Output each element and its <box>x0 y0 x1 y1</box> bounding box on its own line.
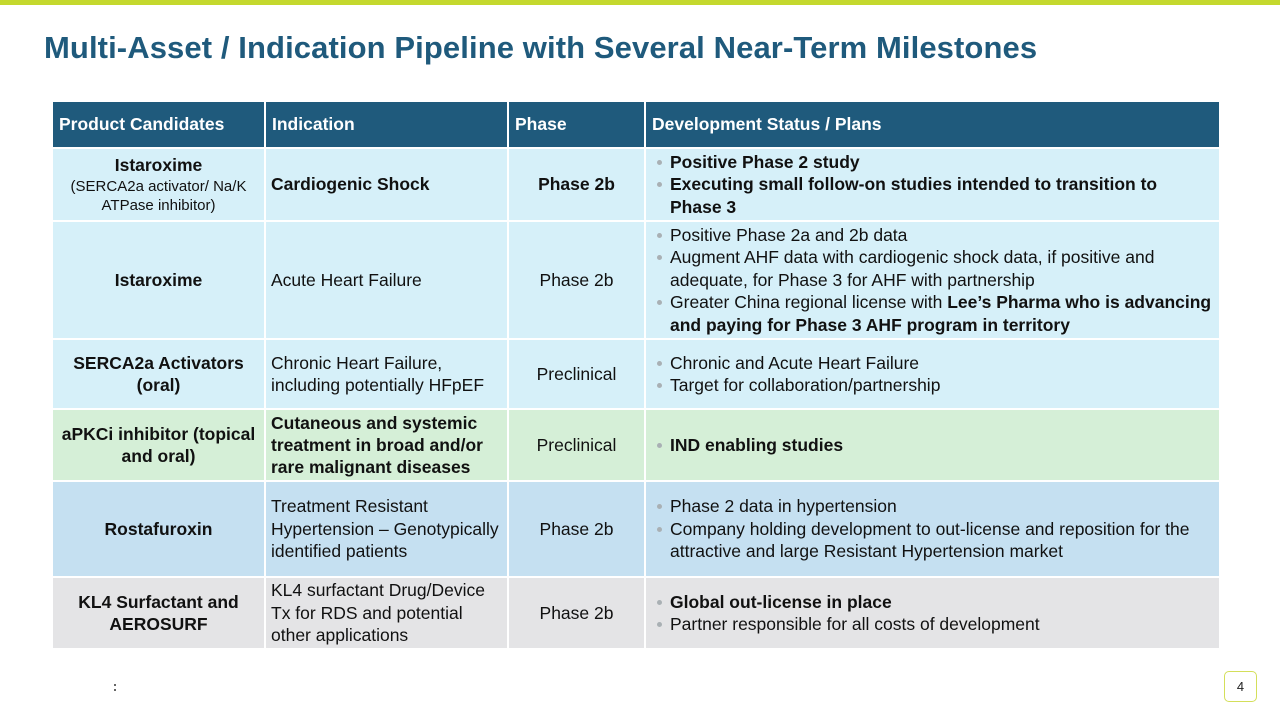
status-bullet: Positive Phase 2a and 2b data <box>652 224 1213 247</box>
table-row <box>52 409 1220 481</box>
status-cell <box>645 409 1220 481</box>
slide-title: Multi-Asset / Indication Pipeline with Several Near-Term Milestones <box>44 30 1038 65</box>
candidate-cell: KL4 Surfactant and AEROSURF <box>52 577 265 649</box>
indication-cell: Cutaneous and systemic treatment in broad and/or rare malignant diseases <box>265 409 508 481</box>
phase-cell: Phase 2b <box>508 481 645 577</box>
phase-cell: Phase 2b <box>508 577 645 649</box>
header-phase: Phase <box>508 101 645 148</box>
status-bullet: Partner responsible for all costs of development <box>652 613 1213 636</box>
status-cell <box>645 577 1220 649</box>
header-product-candidates: Product Candidates <box>52 101 265 148</box>
status-bullet: Positive Phase 2 study <box>652 151 1213 174</box>
indication-cell: Acute Heart Failure <box>265 221 508 339</box>
phase-cell: Preclinical <box>508 339 645 409</box>
table-header-row <box>52 101 1220 148</box>
candidate-cell: Istaroxime <box>52 221 265 339</box>
status-bullet-bold-text: Lee’s Pharma who is advancing and paying for Phase 3 AHF program in territory <box>670 292 1212 335</box>
phase-cell: Phase 2b <box>508 221 645 339</box>
indication-cell: Chronic Heart Failure, including potentially HFpEF <box>265 339 508 409</box>
status-bullet: IND enabling studies <box>652 434 1213 457</box>
status-cell <box>645 481 1220 577</box>
header-development-status: Development Status / Plans <box>645 101 1220 148</box>
candidate-subtitle: (SERCA2a activator/ Na/K ATPase inhibitor) <box>70 177 247 214</box>
status-bullet: Executing small follow-on studies intended to transition to Phase 3 <box>652 173 1213 218</box>
status-cell <box>645 148 1220 221</box>
page-number-badge: 4 <box>1224 671 1257 702</box>
candidate-cell: aPKCi inhibitor (topical and oral) <box>52 409 265 481</box>
footer-colon-mark <box>114 684 116 696</box>
table-row <box>52 148 1220 221</box>
status-cell <box>645 339 1220 409</box>
status-bullet: Chronic and Acute Heart Failure <box>652 352 1213 375</box>
candidate-cell: Rostafuroxin <box>52 481 265 577</box>
header-indication: Indication <box>265 101 508 148</box>
phase-cell: Phase 2b <box>508 148 645 221</box>
status-bullet-text: Greater China regional license with <box>670 292 948 313</box>
status-bullet: Phase 2 data in hypertension <box>652 495 1213 518</box>
candidate-cell: SERCA2a Activators (oral) <box>52 339 265 409</box>
indication-cell: Treatment Resistant Hypertension – Genotypically identified patients <box>265 481 508 577</box>
indication-cell: Cardiogenic Shock <box>265 148 508 221</box>
pipeline-table <box>51 100 1221 650</box>
status-bullet: Company holding development to out-license and reposition for the attractive and large Resistant Hypertension market <box>652 518 1213 563</box>
status-bullet: Target for collaboration/partnership <box>652 374 1213 397</box>
phase-cell: Preclinical <box>508 409 645 481</box>
candidate-name: Istaroxime <box>114 155 203 176</box>
status-bullet: Global out-license in place <box>652 591 1213 614</box>
table-row <box>52 577 1220 649</box>
status-bullet <box>652 291 1213 336</box>
status-cell <box>645 221 1220 339</box>
table-row <box>52 221 1220 339</box>
table-row <box>52 481 1220 577</box>
indication-cell: KL4 surfactant Drug/Device Tx for RDS and potential other applications <box>265 577 508 649</box>
top-accent-bar <box>0 0 1280 5</box>
status-bullet: Augment AHF data with cardiogenic shock data, if positive and adequate, for Phase 3 for AHF with partnership <box>652 246 1213 291</box>
candidate-cell <box>52 148 265 221</box>
table-row <box>52 339 1220 409</box>
